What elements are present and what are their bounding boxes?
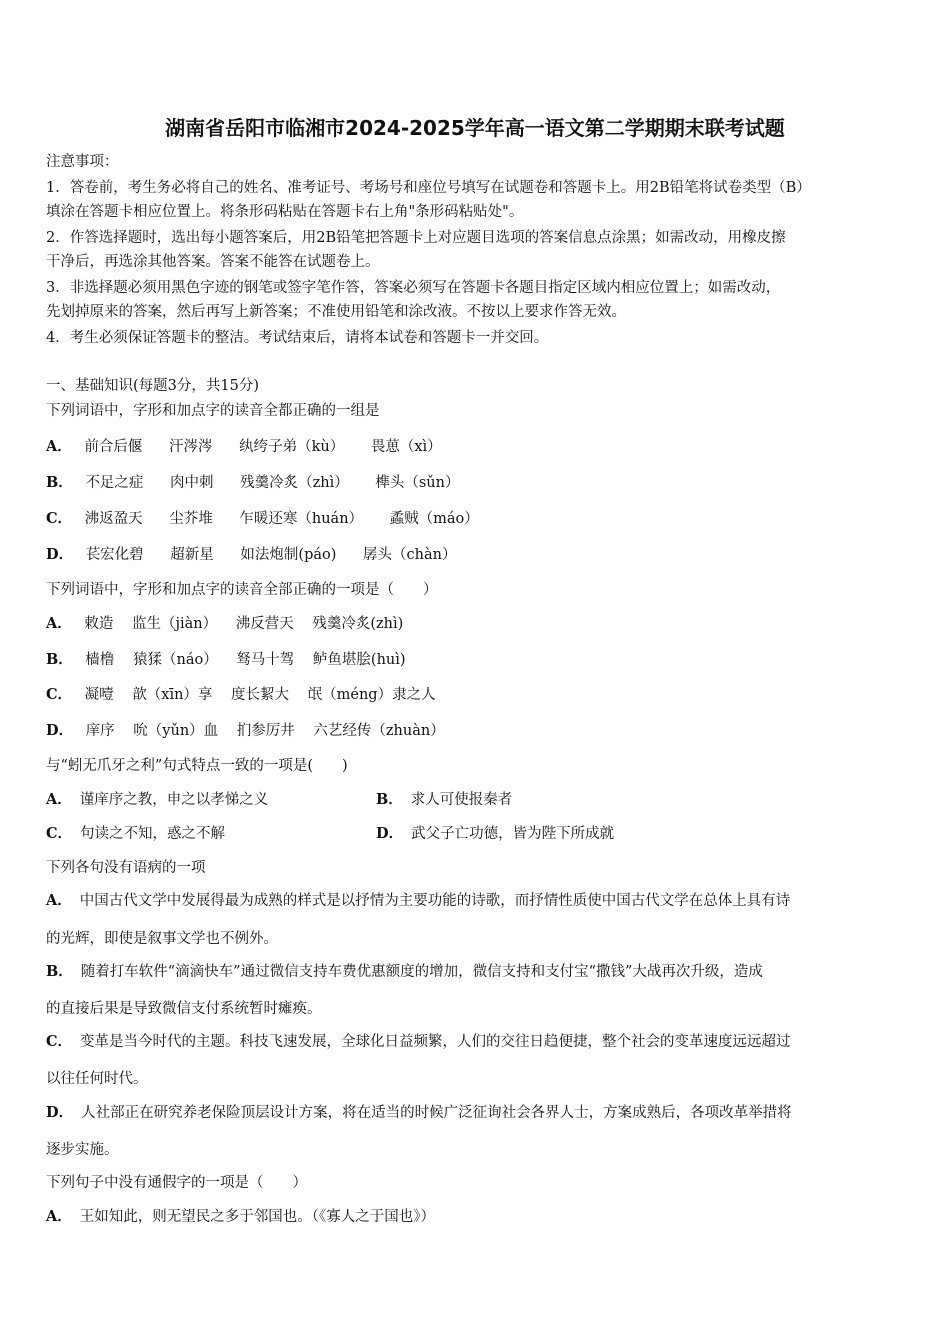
option-label: B．	[46, 651, 73, 668]
section-heading: 一、基础知识(每题3分，共15分)	[46, 378, 259, 394]
option-item: 孱头（chàn）	[363, 547, 457, 563]
option-row	[46, 473, 459, 493]
option-item: 歆（xīn）享	[132, 687, 213, 703]
option-row	[46, 509, 479, 529]
question-stem: 下列词语中，字形和加点字的读音全部正确的一项是（ ）	[46, 582, 438, 598]
option-text: 的光辉，即使是叙事文学也不例外。	[46, 931, 278, 947]
option-item: 残羹冷炙（zhì）	[240, 475, 349, 491]
option-label: B．	[46, 963, 73, 980]
option-row	[376, 790, 512, 810]
option-item: 吮（yǔn）血	[133, 723, 219, 739]
notice-line: 填涂在答题卡相应位置上。将条形码粘贴在答题卡右上角"条形码粘贴处"。	[46, 204, 524, 220]
option-label: D．	[46, 722, 74, 739]
option-item: 乍暖还寒（huán）	[239, 511, 364, 527]
option-text: 逐步实施。	[46, 1142, 119, 1158]
option-label: A．	[46, 438, 72, 455]
question-stem: 下列各句没有语病的一项	[46, 860, 206, 876]
option-text: 句读之不知，惑之不解	[80, 826, 226, 842]
option-label: C．	[46, 825, 73, 842]
option-label: A．	[46, 892, 72, 909]
option-text: 求人可使报秦者	[410, 792, 513, 808]
option-item: 畏葸（xì）	[370, 439, 442, 455]
option-label: C．	[46, 510, 73, 527]
option-row	[46, 962, 763, 982]
option-item: 尘芥堆	[169, 511, 213, 527]
option-item: 残羹冷炙(zhì)	[312, 616, 404, 632]
option-row	[46, 721, 445, 741]
option-label: C．	[46, 1033, 73, 1050]
option-item: 沸反营天	[235, 616, 294, 632]
option-row	[46, 614, 403, 634]
option-text: 武父子亡功德，皆为陛下所成就	[411, 826, 615, 842]
option-item: 前合后偃	[84, 439, 143, 455]
option-item: 驽马十驾	[236, 652, 295, 668]
option-row	[46, 790, 268, 810]
option-item: 纨绔子弟（kù）	[239, 439, 345, 455]
question-stem: 下列词语中，字形和加点字的读音全都正确的一组是	[46, 403, 380, 419]
option-item: 猿猱（náo）	[132, 652, 218, 668]
option-item: 氓（méng）隶之人	[307, 687, 436, 703]
option-item: 超新星	[170, 547, 214, 563]
option-row	[376, 824, 614, 844]
option-item: 庠序	[85, 723, 115, 739]
page-title: 湖南省岳阳市临湘市2024-2025学年高一语文第二学期期末联考试题	[165, 116, 785, 140]
option-text: 王如知此，则无望民之多于邻国也。（《寡人之于国也》）	[79, 1209, 436, 1225]
option-row	[46, 891, 790, 911]
notice-line: 先划掉原来的答案，然后再写上新答案；不准使用铅笔和涂改液。不按以上要求作答无效。	[46, 304, 626, 320]
option-label: B．	[46, 474, 73, 491]
option-row	[46, 685, 436, 705]
option-text: 谨庠序之教，申之以孝悌之义	[79, 792, 269, 808]
notice-line: 4．考生必须保证答题卡的整洁。考试结束后，请将本试卷和答题卡一并交回。	[46, 330, 549, 346]
option-item: 度长絜大	[231, 687, 290, 703]
option-label: D．	[376, 825, 404, 842]
notice-line: 3．非选择题必须用黑色字迹的钢笔或签字笔作答，答案必须写在答题卡各题目指定区域内相应位置上；如需改动，	[46, 280, 781, 296]
option-text: 的直接后果是导致微信支付系统暂时瘫痪。	[46, 1001, 322, 1017]
option-row	[46, 824, 225, 844]
option-row	[46, 1103, 792, 1123]
option-row	[46, 1032, 791, 1052]
option-text: 以往任何时代。	[46, 1071, 148, 1087]
option-label: D．	[46, 546, 74, 563]
option-item: 肉中刺	[169, 475, 214, 491]
option-text: 随着打车软件“滴滴快车”通过微信支持车费优惠额度的增加，微信支持和支付宝“撒钱”大战再次升级，造成	[80, 964, 763, 980]
option-item: 不足之症	[85, 475, 144, 491]
option-label: C．	[46, 686, 73, 703]
option-item: 敕造	[84, 616, 114, 632]
option-row	[46, 650, 406, 670]
notice-line: 1．答卷前，考生务必将自己的姓名、准考证号、考场号和座位号填写在试题卷和答题卡上。用2B铅笔将试卷类型（B）	[46, 180, 811, 196]
notice-line: 2．作答选择题时，选出每小题答案后，用2B铅笔把答题卡上对应题目选项的答案信息点涂黑；如需改动，用橡皮擦	[46, 230, 786, 246]
option-row	[46, 545, 456, 565]
option-item: 沸返盈天	[84, 511, 143, 527]
option-text: 人社部正在研究养老保险顶层设计方案，将在适当的时候广泛征询社会各界人士，方案成熟后，各项改革举措将	[81, 1105, 792, 1121]
notice-line: 干净后，再选涂其他答案。答案不能答在试题卷上。	[46, 254, 380, 270]
option-item: 苌宏化碧	[85, 547, 144, 563]
question-stem: 与“蚓无爪牙之利”句式特点一致的一项是( )	[46, 758, 348, 774]
option-item: 监生（jiàn）	[131, 616, 218, 632]
option-row	[46, 437, 442, 457]
option-item: 凝噎	[84, 687, 114, 703]
option-label: A．	[46, 1208, 72, 1225]
option-label: A．	[46, 791, 72, 808]
notice-heading: 注意事项：	[46, 154, 119, 170]
option-item: 鲈鱼堪脍(huì)	[312, 652, 406, 668]
option-label: A．	[46, 615, 72, 632]
option-label: D．	[46, 1104, 74, 1121]
option-item: 六艺经传（zhuàn）	[313, 723, 445, 739]
option-item: 汗涔涔	[168, 439, 213, 455]
option-text: 变革是当今时代的主题。科技飞速发展，全球化日益频繁，人们的交往日趋便捷，整个社会的变革速度远远超过	[80, 1034, 791, 1050]
option-item: 如法炮制(páo)	[240, 547, 337, 563]
option-item: 榫头（sǔn）	[375, 475, 460, 491]
option-item: 樯橹	[85, 652, 115, 668]
option-label: B．	[376, 791, 403, 808]
option-item: 蟊贼（máo）	[389, 511, 479, 527]
question-stem: 下列句子中没有通假字的一项是（ ）	[46, 1175, 307, 1191]
option-item: 扪参厉井	[236, 723, 295, 739]
option-row	[46, 1207, 435, 1227]
option-text: 中国古代文学中发展得最为成熟的样式是以抒情为主要功能的诗歌，而抒情性质使中国古代文学在总体上具有诗	[79, 893, 791, 909]
